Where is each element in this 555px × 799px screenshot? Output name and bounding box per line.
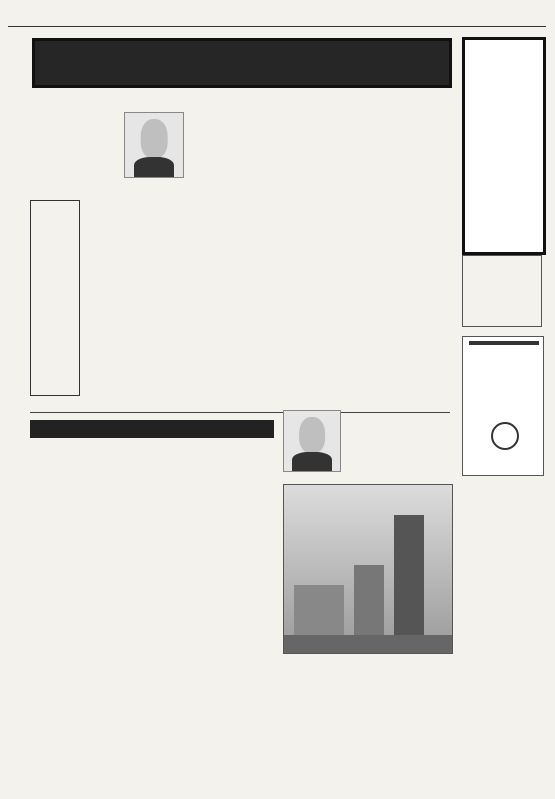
- ihf-heading: [30, 420, 274, 438]
- lead-headline: [388, 120, 452, 420]
- hitachi-logo-icon: [491, 422, 519, 450]
- lead-venue: [362, 200, 392, 400]
- lead-dates: [398, 190, 418, 250]
- greeting-title: [230, 130, 280, 350]
- hitachi-ad: [462, 336, 544, 476]
- yoshioka-photo: [283, 410, 341, 472]
- greeting-signature: [196, 280, 230, 390]
- lead-body: [286, 120, 356, 410]
- committee-theme: [30, 200, 80, 396]
- banner-headline: [32, 38, 452, 88]
- issue-header: [8, 4, 546, 27]
- ihf-message: [32, 442, 272, 787]
- committee-chair: [82, 220, 122, 370]
- publisher-box: [462, 255, 542, 327]
- ad-slogan: [469, 341, 539, 345]
- oka-photo: [124, 112, 184, 178]
- masthead: [462, 37, 546, 255]
- committee-body: [30, 112, 120, 196]
- hotel-photo: [283, 484, 453, 654]
- greeting-author: [188, 160, 228, 300]
- greeting-body: [130, 190, 184, 400]
